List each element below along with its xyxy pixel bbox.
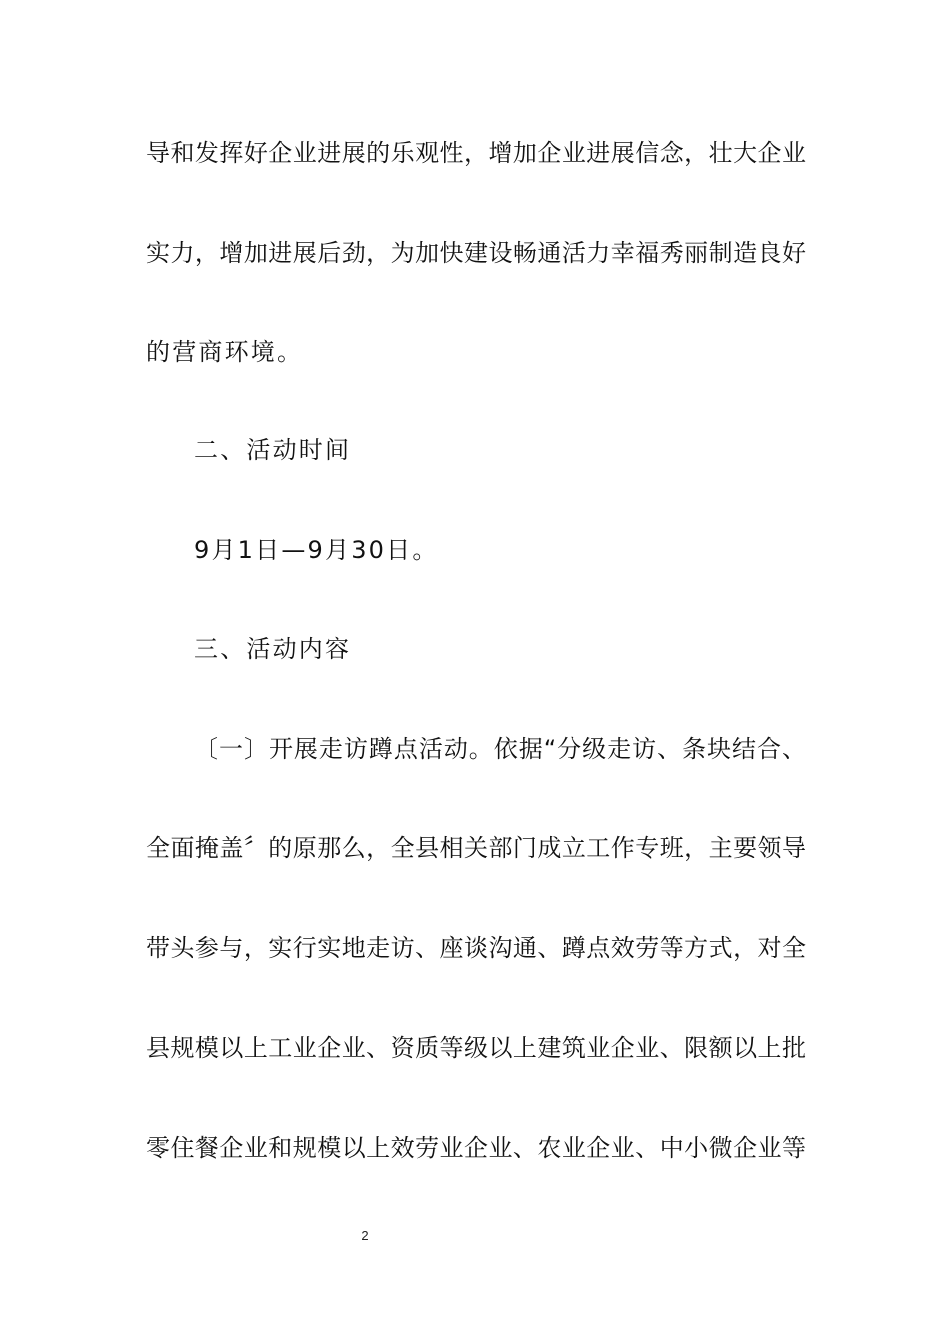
body-text-line: 实力，增加进展后劲，为加快建设畅通活力幸福秀丽制造良好 xyxy=(146,239,806,267)
body-text-line: 零住餐企业和规模以上效劳业企业、农业企业、中小微企业等 xyxy=(146,1134,806,1162)
body-text-line: 全面掩盖〞的原那么，全县相关部门成立工作专班，主要领导 xyxy=(146,834,806,862)
activity-date-range: 9月1日—9月30日。 xyxy=(194,536,439,564)
body-text-line: 的营商环境。 xyxy=(146,338,304,366)
section-heading-activity-time: 二、活动时间 xyxy=(194,436,352,464)
section-heading-activity-content: 三、活动内容 xyxy=(194,635,352,663)
body-text-line: 〔一〕开展走访蹲点活动。依据“分级走访、条块结合、 xyxy=(194,735,806,763)
body-text-line: 导和发挥好企业进展的乐观性，增加企业进展信念，壮大企业 xyxy=(146,139,806,167)
body-text-line: 带头参与，实行实地走访、座谈沟通、蹲点效劳等方式，对全 xyxy=(146,934,806,962)
body-text-line: 县规模以上工业企业、资质等级以上建筑业企业、限额以上批 xyxy=(146,1034,806,1062)
page-number: 2 xyxy=(361,1228,369,1243)
